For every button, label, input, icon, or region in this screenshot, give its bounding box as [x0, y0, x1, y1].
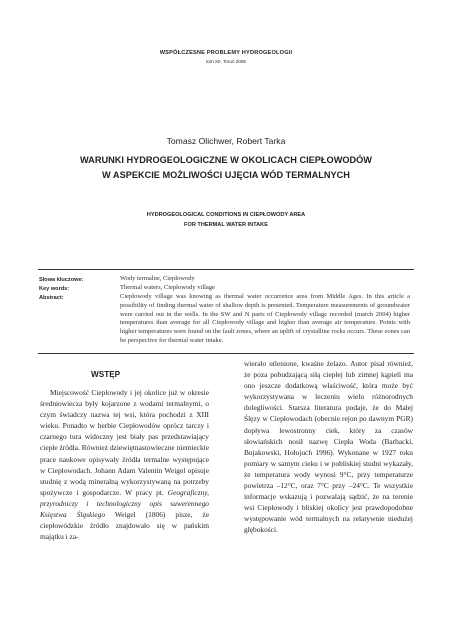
body-right-paragraph: wierało utlenione, kwaśne żelazo. Autor pisał również, że poza pobudzającą siłą ciepłej lub zimnej kąpieli ma ono jeszcze dodatkową właściwość, która może być wykorzystywana w leczeniu wielu różnorodnych dolegliwości. Starsza literatura podaje, że do Małej Ślęzy w Ciepłowodach (obecnie rejon po dawnym PGR) dopływa lewostronny ciek, który za czasów słowiańskich nosił nazwę Ciepła Woda (Barbacki, Bujakowski, Hołojuch 1996). Wykonane w 1927 roku pomiary w samym cieku i w pobliskiej studni wykazały, że temperatura wody wynosi 9°C, przy temperaturze powietrza –12°C, oraz 7°C przy –24°C. Te wszystkie informacje wskazują i pozwalają sądzić, że na terenie wsi Ciepłowody i bliskiej okolicy jest prawdopodobne występowanie wód termalnych na relatywnie niedużej głębokości. — [244, 359, 413, 535]
journal-volume: tom XII, Toruń 2005 — [205, 59, 246, 64]
abstract-label: Abstract: — [39, 295, 64, 301]
title-polish-line2: W ASPEKCIE MOŻLIWOŚCI UJĘCIA WÓD TERMALNYCH — [102, 170, 350, 180]
authors: Tomasz Olichwer, Robert Tarka — [166, 136, 286, 146]
body-column-right — [244, 358, 413, 536]
section-title: WSTĘP — [91, 370, 121, 379]
body-column-left — [40, 387, 209, 542]
body-left-tail: Weigel (1806) pisze, że ciepłowódzkie źródło znajdowało się w pańskim majątku i za- — [40, 510, 209, 542]
abstract-text: Ciepłowody village was knowing as thermal water occurrence area from Middle Ages. In this article a possibility of finding thermal water of shallow depth is presented. Temperature measurements of groundwater were carried out in the wells. In the SW and N parts of Ciepłowody village recorded (march 2004) higher temperatures than average for all Ciepłowody village and higher than average air temperature. Points with higher temperatures were found on the fault zones, where an uplift of crystalline rocks occurs. These zones can be perspective for thermal water intake. — [120, 293, 410, 344]
book-title: Geograficzny, przyrodniczy i technologiczny opis suwerennego Księstwa Śląskiego — [40, 487, 209, 520]
title-polish-line1: WARUNKI HYDROGEOLOGICZNE W OKOLICACH CIEPŁOWODÓW — [80, 155, 372, 165]
title-english-line2: FOR THERMAL WATER INTAKE — [184, 222, 268, 228]
divider-top — [38, 269, 414, 270]
journal-series: WSPÓŁCZESNE PROBLEMY HYDROGEOLOGII — [159, 50, 293, 56]
keywords-en-value: Thermal waters, Ciepłowody village — [120, 284, 215, 291]
title-english — [40, 210, 412, 230]
title-english-line1: HYDROGEOLOGICAL CONDITIONS IN CIEPŁOWODY AREA — [146, 212, 306, 218]
divider-bottom — [38, 353, 414, 354]
body-left-paragraph — [40, 387, 209, 542]
keywords-pl-label: Słowa kluczowe: — [39, 277, 84, 283]
title-polish — [40, 153, 412, 183]
keywords-en-label: Key words: — [39, 286, 70, 292]
body-left-text: Miejscowość Ciepłowody i jej okolice już w okresie średniowiecza były kojarzone z wodami termalnymi, o czym świadczy nazwa tej wsi, która pochodzi z XIII wieku. Ponadto w herbie Ciepłowodów oprócz tarczy i czarnego turа widoczny jest biały pas przedstawiający ciepłe źródła. Również dziewiętnastowieczne niemieckie prace naukowe opisywały źródła termalne występujące w Ciepłowodach. Johann Adam Valentin Weigel opisuje studnię z wodą mineralną wykorzystywaną na potrzeby spożywcze i gospodarcze. W pracy pt. — [40, 388, 209, 497]
keywords-pl-value: Wody termalne, Ciepłowody — [120, 275, 195, 282]
